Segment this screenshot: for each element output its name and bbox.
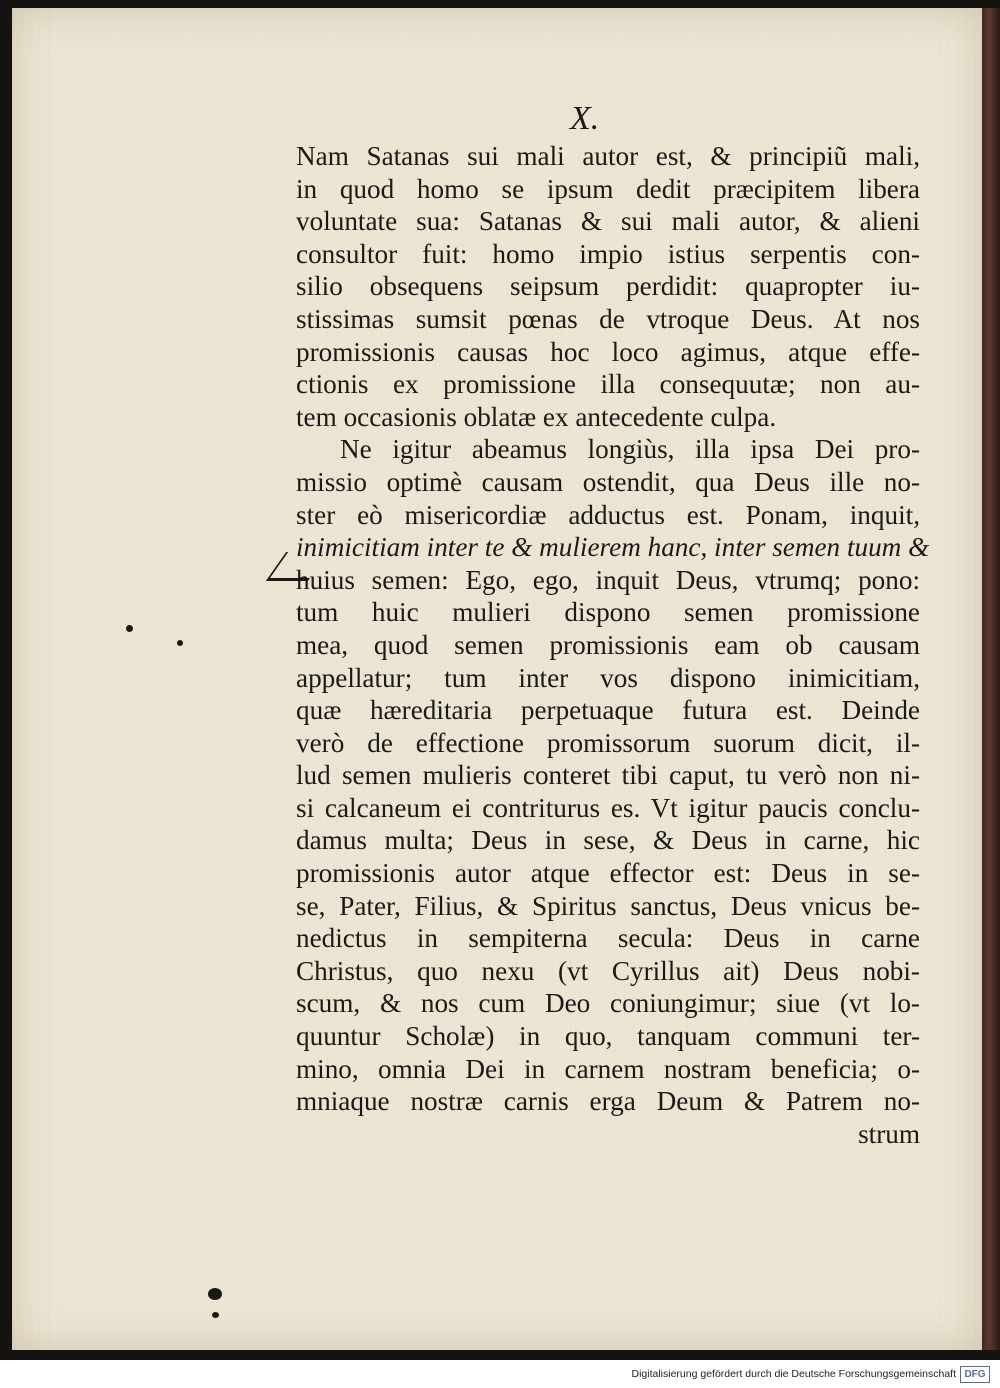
footer-bar — [0, 1360, 1000, 1388]
text-line: verò de effectione promissorum suorum dicit, il- — [296, 727, 920, 758]
text-line: mniaque nostræ carnis erga Deum & Patrem no- — [296, 1086, 920, 1117]
text-line: missio optimè causam ostendit, qua Deus ille no- — [296, 466, 920, 497]
text-line: ster eò misericordiæ adductus est. Ponam, inquit, — [296, 499, 920, 530]
text-line: Nam Satanas sui mali autor est, & principiũ mali, — [296, 141, 920, 171]
text-line: consultor fuit: homo impio istius serpentis con- — [296, 238, 920, 269]
text-line: quuntur Scholæ) in quo, tanquam communi ter- — [296, 1021, 920, 1052]
text-line: mea, quod semen promissionis eam ob causam — [296, 629, 920, 660]
text-line: silio obsequens seipsum perdidit: quapropter iu- — [296, 271, 920, 302]
text-line: damus multa; Deus in sese, & Deus in carne, hic — [296, 825, 920, 856]
text-line: promissionis causas hoc loco agimus, atque effe- — [296, 336, 920, 367]
text-line: promissionis autor atque effector est: Deus in se- — [296, 858, 920, 889]
text-line: scum, & nos cum Deo coniungimur; siue (vt lo- — [296, 988, 920, 1019]
catchword: strum — [858, 1118, 920, 1149]
text-line: lud semen mulieris conteret tibi caput, tu verò non ni- — [296, 760, 920, 791]
text-line: ctionis ex promissione illa consequutæ; non au- — [296, 369, 920, 400]
book-edge — [982, 8, 1000, 1350]
body-text — [296, 140, 930, 1150]
text-line: nedictus in sempiterna secula: Deus in carne — [296, 923, 920, 954]
text-line: appellatur; tum inter vos dispono inimicitiam, — [296, 662, 920, 693]
text-line: in quod homo se ipsum dedit præcipitem libera — [296, 173, 920, 204]
funding-credit: Digitalisierung gefördert durch die Deutsche Forschungsgemeinschaft — [631, 1368, 956, 1380]
ink-spot — [208, 1288, 222, 1300]
text-line: tem occasionis oblatæ ex antecedente culpa. — [296, 401, 777, 432]
text-line: Christus, quo nexu (vt Cyrillus ait) Deus nobi- — [296, 955, 920, 986]
ink-spot — [126, 625, 133, 632]
ink-spot — [177, 640, 183, 646]
text-line: huius semen: Ego, ego, inquit Deus, vtrumq; pono: — [296, 564, 920, 595]
text-line: mino, omnia Dei in carnem nostram beneficia; o- — [296, 1053, 920, 1084]
text-line: si calcaneum ei contriturus es. Vt igitur paucis conclu- — [296, 792, 920, 823]
text-line: stissimas sumsit pœnas de vtroque Deus. At nos — [296, 303, 920, 334]
page-number: X. — [570, 100, 600, 137]
text-line: inimicitiam inter te & mulierem hanc, inter semen tuum & — [296, 532, 930, 563]
text-line: quæ hæreditaria perpetuaque futura est. Deinde — [296, 695, 920, 726]
dfg-logo: DFG — [960, 1366, 990, 1383]
text-line: voluntate sua: Satanas & sui mali autor, & alieni — [296, 206, 920, 237]
text-line: tum huic mulieri dispono semen promissione — [296, 597, 920, 628]
text-line: Ne igitur abeamus longiùs, illa ipsa Dei pro- — [340, 434, 920, 465]
text-line: se, Pater, Filius, & Spiritus sanctus, Deus vnicus be- — [296, 890, 920, 921]
ink-spot — [212, 1312, 219, 1318]
